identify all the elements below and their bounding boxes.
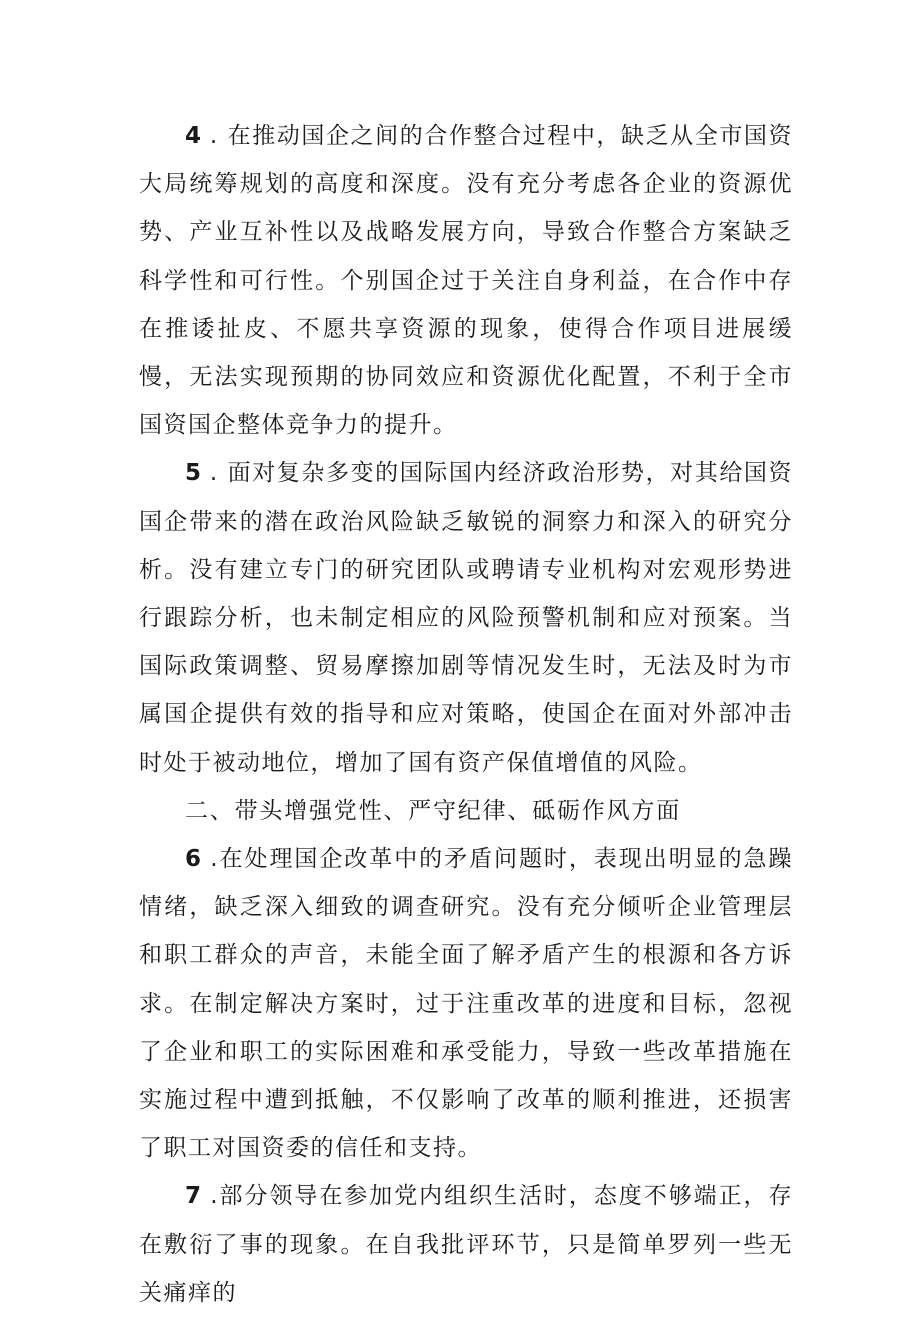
- paragraph-number: 7: [185, 1183, 202, 1210]
- paragraph-number: 4: [185, 123, 202, 149]
- paragraph-text: 部分领导在参加党内组织生活时，态度不够端正，存在敷衍了事的现象。在自我批评环节，只是简单罗列一些无关痛痒的: [139, 1183, 794, 1306]
- paragraph-separator: .: [201, 123, 228, 149]
- paragraph-text: 面对复杂多变的国际国内经济政治形势，对其给国资国企带来的潜在政治风险缺乏敏锐的洞察力和深入的研究分析。没有建立专门的研究团队或聘请专业机构对宏观形势进行跟踪分析，也未制定相应的风险预警机制和应对预案。当国际政策调整、贸易摩擦加剧等情况发生时，无法及时为市属国企提供有效的指导和应对策略，使国企在面对外部冲击时处于被动地位，增加了国有资产保值增值的风险。: [139, 460, 794, 776]
- paragraph-separator: .: [201, 846, 220, 873]
- paragraph-separator: .: [201, 1183, 220, 1210]
- paragraph-7: [139, 1172, 793, 1317]
- paragraph-5: [139, 449, 793, 786]
- paragraph-number: 6: [185, 846, 202, 873]
- paragraph-6: [139, 835, 793, 1172]
- section-heading: 二、带头增强党性、严守纪律、砥砺作风方面: [185, 797, 681, 824]
- document-body: [139, 112, 793, 1317]
- paragraph-text: 在推动国企之间的合作整合过程中，缺乏从全市国资大局统筹规划的高度和深度。没有充分考虑各企业的资源优势、产业互补性以及战略发展方向，导致合作整合方案缺乏科学性和可行性。个别国企过于关注自身利益，在合作中存在推诿扯皮、不愿共享资源的现象，使得合作项目进展缓慢，无法实现预期的协同效应和资源优化配置，不利于全市国资国企整体竞争力的提升。: [139, 123, 794, 439]
- paragraph-4: [139, 112, 793, 449]
- paragraph-text: 在处理国企改革中的矛盾问题时，表现出明显的急躁情绪，缺乏深入细致的调查研究。没有充分倾听企业管理层和职工群众的声音，未能全面了解矛盾产生的根源和各方诉求。在制定解决方案时，过于注重改革的进度和目标，忽视了企业和职工的实际困难和承受能力，导致一些改革措施在实施过程中遭到抵触，不仅影响了改革的顺利推进，还损害了职工对国资委的信任和支持。: [139, 846, 794, 1162]
- paragraph-number: 5: [185, 460, 202, 487]
- paragraph-separator: .: [201, 460, 228, 487]
